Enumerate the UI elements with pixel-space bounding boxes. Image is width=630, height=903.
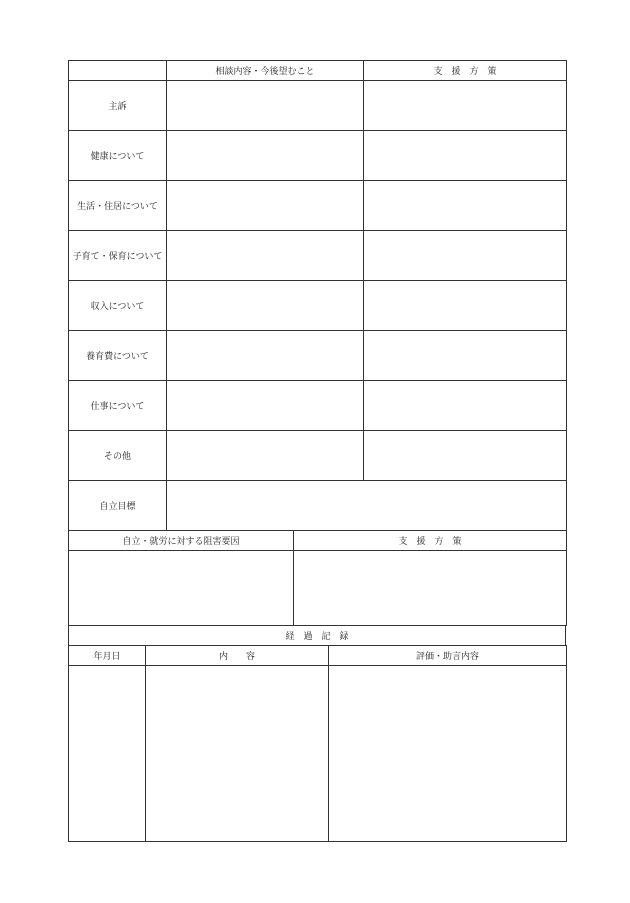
header-consultation: 相談内容・今後望むこと [167,61,364,81]
row-label: 健康について [69,131,167,181]
row-income [69,281,567,331]
date-cell[interactable] [69,666,146,842]
support-cell[interactable] [364,181,567,231]
support-cell[interactable] [364,281,567,331]
progress-header-row [69,646,567,666]
support-cell[interactable] [364,381,567,431]
consultation-cell[interactable] [167,331,364,381]
consultation-cell[interactable] [167,181,364,231]
content-cell[interactable] [146,666,329,842]
obstacles-header-row [69,531,567,551]
header-blank-cell [69,61,167,81]
consultation-cell[interactable] [167,81,364,131]
progress-record-table [68,645,567,842]
row-label: 収入について [69,281,167,331]
consultation-cell[interactable] [167,281,364,331]
obstacles-table [68,530,567,626]
obstacles-body-row [69,551,567,626]
support-cell[interactable] [364,81,567,131]
row-label: 主訴 [69,81,167,131]
row-child-support [69,331,567,381]
header-obstacles: 自立・就労に対する阻害要因 [69,531,294,551]
support-plan-form [68,60,566,842]
row-label: 仕事について [69,381,167,431]
row-health [69,131,567,181]
goal-cell[interactable] [167,481,567,531]
evaluation-cell[interactable] [329,666,567,842]
row-label: その他 [69,431,167,481]
header-date: 年月日 [69,646,146,666]
support-cell[interactable] [364,231,567,281]
goal-label: 自立目標 [69,481,167,531]
consultation-cell[interactable] [167,131,364,181]
row-main-complaint [69,81,567,131]
header-support: 支 援 方 策 [294,531,567,551]
header-evaluation: 評価・助言内容 [329,646,567,666]
progress-body-row [69,666,567,842]
row-label: 子育て・保育について [69,231,167,281]
header-content: 内 容 [146,646,329,666]
consultation-cell[interactable] [167,431,364,481]
row-label: 生活・住居について [69,181,167,231]
support-cell[interactable] [364,131,567,181]
consultation-table [68,60,567,531]
row-living-housing [69,181,567,231]
consultation-header-row [69,61,567,81]
row-childcare [69,231,567,281]
progress-record-title: 経 過 記 録 [69,626,566,646]
header-support: 支 援 方 策 [364,61,567,81]
consultation-cell[interactable] [167,381,364,431]
consultation-cell[interactable] [167,231,364,281]
obstacles-cell[interactable] [69,551,294,626]
row-other [69,431,567,481]
row-work [69,381,567,431]
support-cell[interactable] [364,331,567,381]
row-independence-goal [69,481,567,531]
support-cell[interactable] [364,431,567,481]
progress-title-table [68,625,566,646]
row-label: 養育費について [69,331,167,381]
obstacles-support-cell[interactable] [294,551,567,626]
